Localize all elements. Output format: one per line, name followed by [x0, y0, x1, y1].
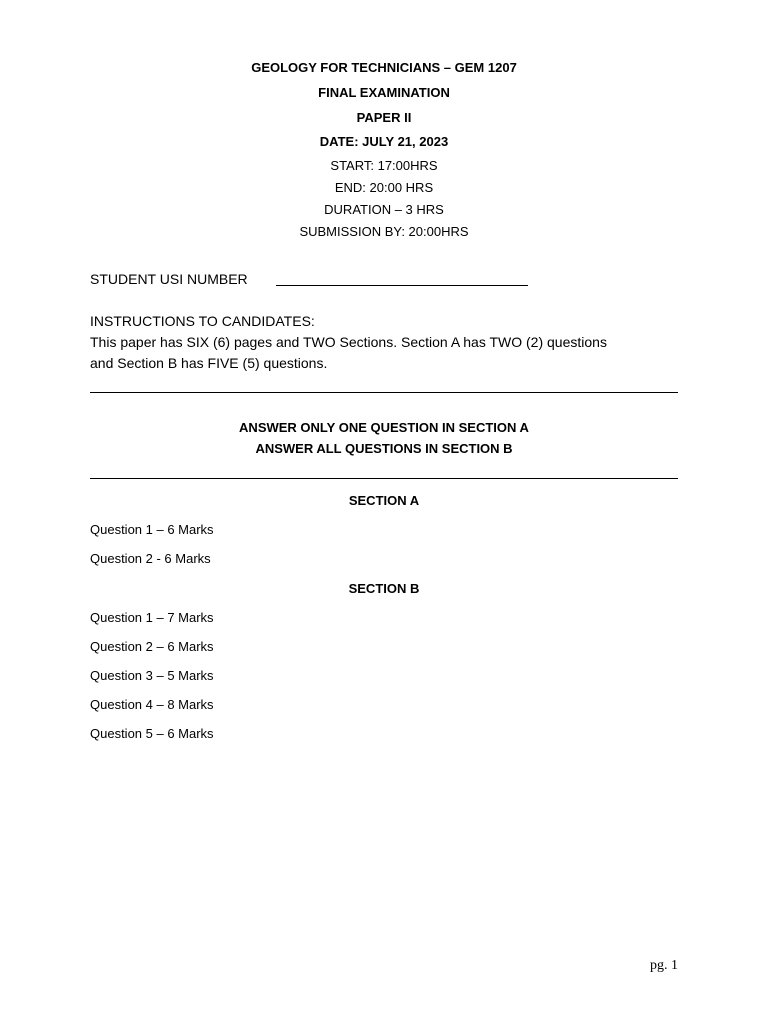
section-b-question-4: Question 4 – 8 Marks	[90, 697, 214, 712]
directive-section-b: ANSWER ALL QUESTIONS IN SECTION B	[255, 441, 513, 456]
section-b-question-5: Question 5 – 6 Marks	[90, 726, 214, 741]
submission-deadline: SUBMISSION BY: 20:00HRS	[299, 224, 469, 239]
divider-top	[90, 392, 678, 393]
instructions-line-1: This paper has SIX (6) pages and TWO Sections. Section A has TWO (2) questions	[90, 334, 607, 350]
section-b-question-3: Question 3 – 5 Marks	[90, 668, 214, 683]
directive-section-a: ANSWER ONLY ONE QUESTION IN SECTION A	[239, 420, 529, 435]
duration: DURATION – 3 HRS	[324, 202, 444, 217]
end-time: END: 20:00 HRS	[334, 180, 434, 195]
page-number: pg. 1	[650, 958, 678, 973]
course-title: GEOLOGY FOR TECHNICIANS – GEM 1207	[251, 60, 517, 75]
section-a-question-1: Question 1 – 6 Marks	[90, 522, 214, 537]
paper-title: PAPER II	[356, 110, 412, 125]
section-a-title: SECTION A	[348, 493, 420, 508]
student-usi-label: STUDENT USI NUMBER	[90, 271, 248, 287]
instructions-heading: INSTRUCTIONS TO CANDIDATES:	[90, 313, 315, 329]
exam-title: FINAL EXAMINATION	[318, 85, 450, 100]
exam-date: DATE: JULY 21, 2023	[319, 134, 449, 149]
section-b-question-1: Question 1 – 7 Marks	[90, 610, 214, 625]
divider-bottom	[90, 478, 678, 479]
instructions-line-2: and Section B has FIVE (5) questions.	[90, 355, 328, 371]
start-time: START: 17:00HRS	[330, 158, 438, 173]
section-a-question-2: Question 2 - 6 Marks	[90, 551, 211, 566]
section-b-title: SECTION B	[348, 581, 420, 596]
student-usi-blank-line	[276, 285, 528, 286]
section-b-question-2: Question 2 – 6 Marks	[90, 639, 214, 654]
